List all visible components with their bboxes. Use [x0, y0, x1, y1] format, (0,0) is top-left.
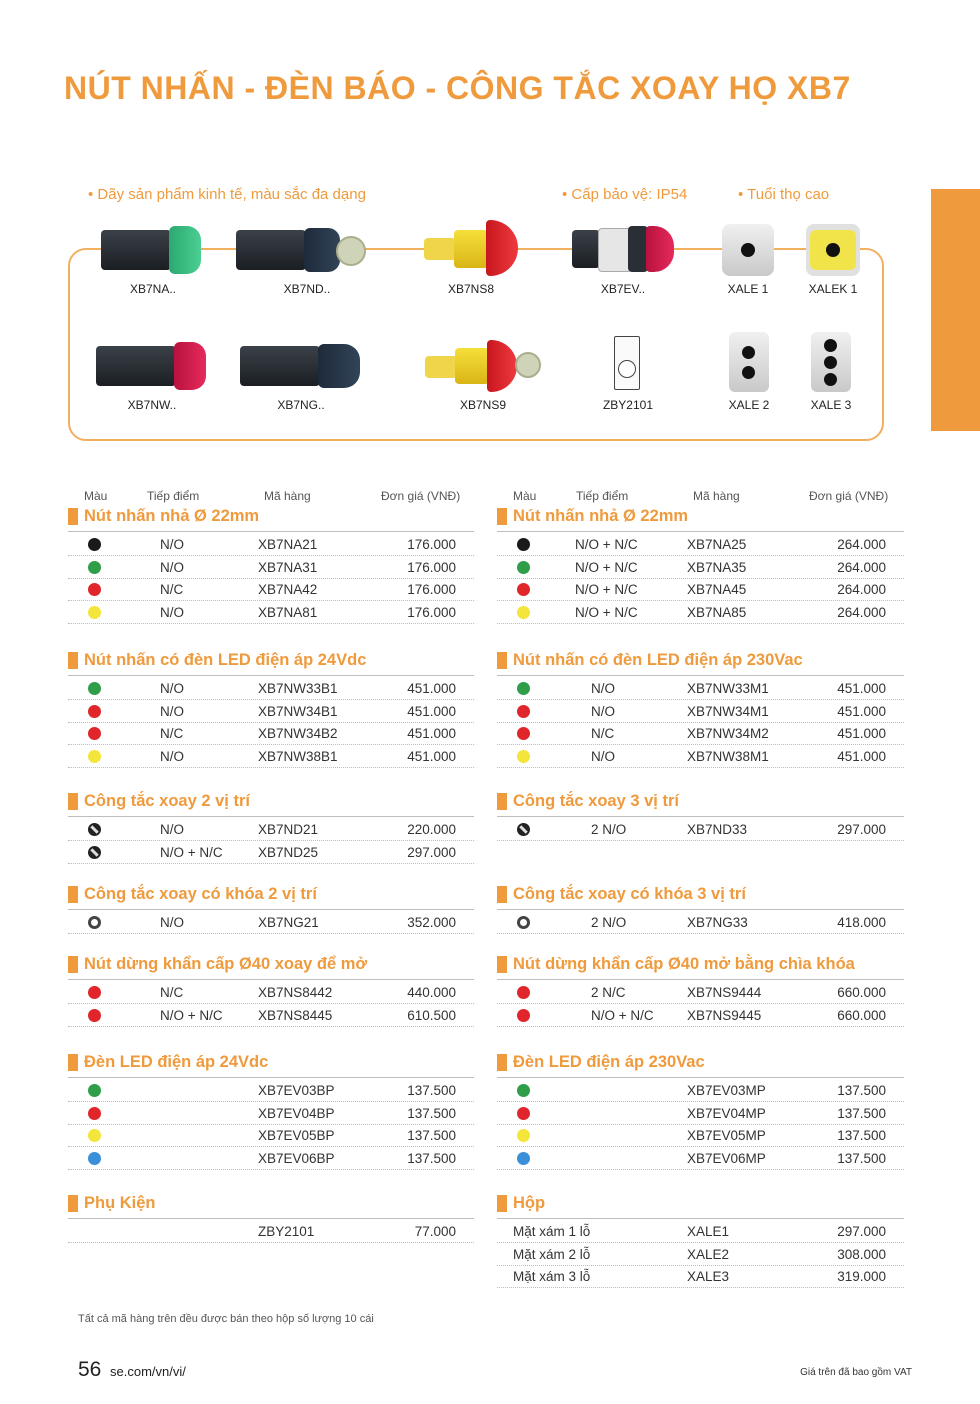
row-contact: N/C: [160, 582, 184, 597]
row-contact: 2 N/O: [591, 915, 627, 930]
product-zby2101: [598, 336, 658, 412]
table-row: [68, 746, 474, 768]
row-contact: 2 N/C: [591, 985, 626, 1000]
column-header-color: Màu: [84, 489, 108, 503]
table-row: [497, 602, 904, 624]
section-title: Nút nhấn nhả Ø 22mm: [68, 507, 259, 526]
row-contact: N/O + N/C: [575, 604, 638, 620]
product-label: ZBY2101: [602, 398, 654, 412]
table-row: [497, 1080, 904, 1102]
row-price: 352.000: [407, 915, 456, 930]
color-dot-red: [517, 727, 530, 740]
color-dot-red: [517, 986, 530, 999]
table-row: [68, 1221, 474, 1243]
table-row: [497, 1221, 904, 1243]
row-price: 137.500: [837, 1150, 886, 1166]
row-description: Mặt xám 2 lỗ: [513, 1246, 591, 1262]
color-dot-red: [517, 583, 530, 596]
table-row: [497, 1266, 904, 1288]
website-link[interactable]: se.com/vn/vi/: [110, 1364, 186, 1379]
row-product-code: XALE2: [687, 1246, 730, 1262]
product-xalek1: [802, 224, 864, 296]
selector-switch-key-image: [232, 224, 382, 276]
color-dot-red: [88, 583, 101, 596]
legend-holder-image: [610, 336, 646, 392]
row-price: 319.000: [837, 1269, 886, 1284]
product-xb7nd: [232, 224, 382, 296]
table-row: [497, 1148, 904, 1170]
row-price: 451.000: [837, 748, 886, 764]
row-price: 264.000: [837, 582, 886, 597]
row-contact: N/O + N/C: [575, 582, 638, 597]
color-dot-green: [88, 561, 101, 574]
table-row: [68, 1125, 474, 1147]
enclosure-1-hole-image: [722, 224, 774, 276]
product-label: XALE 1: [727, 282, 769, 296]
section-title: Nút nhấn nhả Ø 22mm: [497, 507, 688, 526]
color-dot-green: [88, 682, 101, 695]
table-row: [497, 819, 904, 841]
column-header-price: Đơn giá (VNĐ): [381, 489, 461, 503]
row-price: 137.500: [407, 1128, 456, 1143]
product-xb7ns8: [418, 220, 524, 296]
row-product-code: XB7NS9444: [687, 985, 762, 1000]
section-divider: [68, 979, 474, 980]
color-dot-yellow: [88, 1129, 101, 1142]
column-header-price: Đơn giá (VNĐ): [809, 489, 889, 503]
color-dot-red: [88, 986, 101, 999]
section-title: Đèn LED điện áp 230Vac: [497, 1053, 705, 1072]
table-row: [68, 723, 474, 745]
row-price: 440.000: [407, 985, 456, 1000]
row-price: 264.000: [837, 559, 886, 575]
row-contact: N/O: [160, 559, 185, 575]
row-product-code: XB7NW34M1: [687, 703, 769, 719]
row-contact: N/O: [591, 748, 616, 764]
row-price: 220.000: [407, 822, 456, 837]
section-title: Nút dừng khẩn cấp Ø40 xoay để mở: [68, 955, 367, 974]
row-product-code: XB7NA81: [258, 604, 318, 620]
table-row: [497, 982, 904, 1004]
row-product-code: XB7NA35: [687, 559, 747, 575]
color-dot-red: [88, 727, 101, 740]
row-product-code: XB7ND25: [258, 844, 319, 860]
row-contact: N/O + N/C: [160, 844, 223, 860]
table-row: [497, 678, 904, 700]
row-contact: N/O: [160, 915, 185, 930]
selector-knob-icon: [88, 916, 101, 929]
row-product-code: XB7EV06BP: [258, 1150, 335, 1166]
table-row: [68, 602, 474, 624]
row-price: 176.000: [407, 537, 456, 552]
product-xb7ns9: [418, 340, 548, 412]
table-row: [497, 1125, 904, 1147]
section-divider: [68, 1218, 474, 1219]
product-xale1: [718, 224, 778, 296]
row-product-code: XB7EV04MP: [687, 1105, 766, 1121]
row-price: 137.500: [407, 1150, 456, 1166]
product-label: XALEK 1: [808, 282, 858, 296]
product-xale3: [804, 332, 858, 412]
row-price: 660.000: [837, 1007, 886, 1023]
column-header-code: Mã hàng: [264, 489, 311, 503]
section-divider: [497, 979, 904, 980]
section-divider: [497, 1077, 904, 1078]
row-product-code: XALE1: [687, 1224, 730, 1239]
row-product-code: XB7NW33M1: [687, 681, 769, 696]
row-product-code: XB7NA31: [258, 559, 318, 575]
table-row: [68, 1103, 474, 1125]
row-product-code: XB7NW34B1: [258, 703, 338, 719]
page-number: 56: [78, 1358, 102, 1381]
section-divider: [68, 909, 474, 910]
row-price: 451.000: [837, 703, 886, 719]
color-dot-black: [517, 538, 530, 551]
illuminated-pushbutton-image: [94, 340, 210, 392]
row-price: 176.000: [407, 559, 456, 575]
selector-knob-icon: [517, 916, 530, 929]
product-label: XB7NS8: [447, 282, 495, 296]
row-price: 264.000: [837, 537, 886, 552]
table-row: [497, 912, 904, 934]
row-price: 264.000: [837, 604, 886, 620]
section-title: Công tắc xoay có khóa 3 vị trí: [497, 885, 746, 904]
row-price: 418.000: [837, 915, 886, 930]
feature-bullet: • Cấp bảo vệ: IP54: [562, 186, 688, 203]
row-product-code: XB7ND33: [687, 822, 748, 837]
row-contact: N/O + N/C: [575, 559, 638, 575]
color-dot-red: [88, 1009, 101, 1022]
row-price: 137.500: [837, 1083, 886, 1098]
product-label: XB7EV..: [600, 282, 646, 296]
color-dot-green: [517, 561, 530, 574]
color-dot-red: [517, 1009, 530, 1022]
row-product-code: XB7NA25: [687, 537, 747, 552]
footnote: Tất cả mã hàng trên đều được bán theo hộp số lượng 10 cái: [78, 1313, 374, 1325]
section-title: Đèn LED điện áp 24Vdc: [68, 1053, 268, 1072]
row-contact: N/O: [591, 681, 616, 696]
color-dot-yellow: [517, 1129, 530, 1142]
table-row: [68, 842, 474, 864]
row-price: 297.000: [837, 1224, 886, 1239]
table-row: [68, 982, 474, 1004]
row-contact: N/O: [160, 822, 185, 837]
table-row: [68, 579, 474, 601]
row-product-code: XB7NS8442: [258, 985, 333, 1000]
row-price: 297.000: [837, 822, 886, 837]
row-price: 451.000: [407, 726, 456, 741]
section-divider: [497, 531, 904, 532]
section-title: Công tắc xoay có khóa 2 vị trí: [68, 885, 317, 904]
row-price: 308.000: [837, 1246, 886, 1262]
row-price: 451.000: [837, 681, 886, 696]
row-description: Mặt xám 3 lỗ: [513, 1269, 591, 1284]
section-divider: [68, 675, 474, 676]
row-product-code: XB7EV05BP: [258, 1128, 335, 1143]
color-dot-yellow: [517, 750, 530, 763]
table-row: [68, 678, 474, 700]
color-dot-red: [517, 705, 530, 718]
row-product-code: XB7EV03MP: [687, 1083, 766, 1098]
section-divider: [497, 909, 904, 910]
row-product-code: XALE3: [687, 1269, 730, 1284]
product-label: XALE 2: [728, 398, 770, 412]
color-dot-yellow: [88, 606, 101, 619]
table-row: [497, 579, 904, 601]
product-label: XB7ND..: [283, 282, 331, 296]
color-dot-blue: [517, 1152, 530, 1165]
emergency-stop-image: [418, 220, 524, 276]
table-row: [497, 1244, 904, 1266]
product-label: XB7NG..: [277, 398, 325, 412]
page-title: NÚT NHẤN - ĐÈN BÁO - CÔNG TẮC XOAY HỌ XB7: [64, 70, 851, 106]
column-header-color: Màu: [513, 489, 537, 503]
emergency-stop-key-image: [419, 340, 547, 392]
pilot-light-image: [568, 222, 678, 276]
table-row: [497, 723, 904, 745]
color-dot-red: [517, 1107, 530, 1120]
table-row: [497, 557, 904, 579]
row-description: Mặt xám 1 lỗ: [513, 1224, 591, 1239]
pushbutton-image: [99, 224, 207, 276]
section-divider: [68, 816, 474, 817]
color-dot-red: [88, 705, 101, 718]
table-row: [68, 1005, 474, 1027]
column-header-contact: Tiếp điểm: [576, 489, 629, 503]
table-row: [497, 1103, 904, 1125]
column-header-code: Mã hàng: [693, 489, 740, 503]
row-price: 297.000: [407, 844, 456, 860]
product-xale2: [722, 332, 776, 412]
row-product-code: XB7NS8445: [258, 1007, 333, 1023]
row-price: 660.000: [837, 985, 886, 1000]
product-xb7nw: [92, 340, 212, 412]
row-contact: N/O: [160, 748, 185, 764]
feature-bullet: • Tuổi thọ cao: [738, 186, 830, 203]
row-price: 137.500: [837, 1105, 886, 1121]
row-product-code: XB7NW38B1: [258, 748, 338, 764]
table-row: [68, 534, 474, 556]
row-product-code: XB7EV03BP: [258, 1083, 335, 1098]
row-contact: N/C: [591, 726, 615, 741]
table-row: [497, 534, 904, 556]
product-xb7ev: [566, 222, 680, 296]
section-title: Công tắc xoay 2 vị trí: [68, 792, 250, 811]
row-product-code: XB7ND21: [258, 822, 319, 837]
row-price: 451.000: [837, 726, 886, 741]
row-price: 176.000: [407, 582, 456, 597]
section-divider: [497, 675, 904, 676]
section-divider: [68, 531, 474, 532]
table-row: [497, 746, 904, 768]
row-contact: N/O: [160, 537, 185, 552]
row-price: 451.000: [407, 748, 456, 764]
section-title: Phụ Kiện: [68, 1194, 156, 1213]
row-contact: N/O + N/C: [575, 537, 638, 552]
vat-note: Giá trên đã bao gồm VAT: [800, 1367, 912, 1378]
enclosure-3-hole-image: [811, 332, 851, 392]
section-divider: [68, 1077, 474, 1078]
product-label: XB7NS9: [459, 398, 507, 412]
row-price: 451.000: [407, 681, 456, 696]
product-label: XB7NW..: [127, 398, 177, 412]
row-contact: N/C: [160, 726, 184, 741]
feature-bullet: • Dãy sản phẩm kinh tế, màu sắc đa dạng: [88, 186, 366, 203]
row-price: 610.500: [407, 1007, 456, 1023]
color-dot-yellow: [517, 606, 530, 619]
row-product-code: XB7NW34M2: [687, 726, 769, 741]
row-product-code: XB7NA85: [687, 604, 747, 620]
row-contact: N/O: [160, 703, 185, 719]
column-header-contact: Tiếp điểm: [147, 489, 200, 503]
row-contact: N/O: [160, 681, 185, 696]
row-contact: N/O: [591, 703, 616, 719]
color-dot-green: [88, 1084, 101, 1097]
row-product-code: XB7NG33: [687, 915, 748, 930]
table-row: [497, 1005, 904, 1027]
selector-knob-icon: [88, 846, 101, 859]
section-title: Nút dừng khẩn cấp Ø40 mở bằng chìa khóa: [497, 955, 855, 974]
row-contact: N/O + N/C: [160, 1007, 223, 1023]
product-label: XALE 3: [810, 398, 852, 412]
color-dot-black: [88, 538, 101, 551]
row-contact: N/O: [160, 604, 185, 620]
product-xb7ng: [234, 340, 368, 412]
section-title: Nút nhấn có đèn LED điện áp 24Vdc: [68, 651, 366, 670]
row-price: 137.500: [407, 1105, 456, 1121]
row-price: 137.500: [837, 1128, 886, 1143]
enclosure-2-hole-image: [729, 332, 769, 392]
row-product-code: XB7NW38M1: [687, 748, 769, 764]
row-price: 137.500: [407, 1083, 456, 1098]
row-contact: 2 N/O: [591, 822, 627, 837]
row-product-code: XB7EV04BP: [258, 1105, 335, 1121]
color-dot-yellow: [88, 750, 101, 763]
row-product-code: XB7NA21: [258, 537, 318, 552]
selector-switch-image: [236, 340, 366, 392]
table-row: [497, 701, 904, 723]
selector-knob-icon: [517, 823, 530, 836]
section-title: Hộp: [497, 1194, 545, 1213]
row-product-code: XB7NS9445: [687, 1007, 762, 1023]
selector-knob-icon: [88, 823, 101, 836]
row-product-code: XB7NA45: [687, 582, 747, 597]
row-product-code: XB7EV06MP: [687, 1150, 766, 1166]
color-dot-green: [517, 682, 530, 695]
product-label: XB7NA..: [129, 282, 177, 296]
row-product-code: XB7NW34B2: [258, 726, 338, 741]
row-price: 77.000: [414, 1224, 456, 1239]
row-product-code: ZBY2101: [258, 1224, 315, 1239]
row-product-code: XB7EV05MP: [687, 1128, 766, 1143]
row-product-code: XB7NG21: [258, 915, 319, 930]
section-divider: [497, 1218, 904, 1219]
table-row: [68, 701, 474, 723]
table-row: [68, 912, 474, 934]
row-contact: N/C: [160, 985, 184, 1000]
row-product-code: XB7NA42: [258, 582, 318, 597]
row-contact: N/O + N/C: [591, 1007, 654, 1023]
row-price: 176.000: [407, 604, 456, 620]
table-row: [68, 819, 474, 841]
table-row: [68, 557, 474, 579]
table-row: [68, 1080, 474, 1102]
color-dot-red: [88, 1107, 101, 1120]
enclosure-yellow-image: [806, 224, 860, 276]
color-dot-green: [517, 1084, 530, 1097]
section-divider: [497, 816, 904, 817]
row-product-code: XB7NW33B1: [258, 681, 338, 696]
table-row: [68, 1148, 474, 1170]
product-xb7na: [98, 224, 208, 296]
section-title: Công tắc xoay 3 vị trí: [497, 792, 679, 811]
side-tab-marker: [931, 189, 980, 431]
section-title: Nút nhấn có đèn LED điện áp 230Vac: [497, 651, 803, 670]
row-price: 451.000: [407, 703, 456, 719]
color-dot-blue: [88, 1152, 101, 1165]
